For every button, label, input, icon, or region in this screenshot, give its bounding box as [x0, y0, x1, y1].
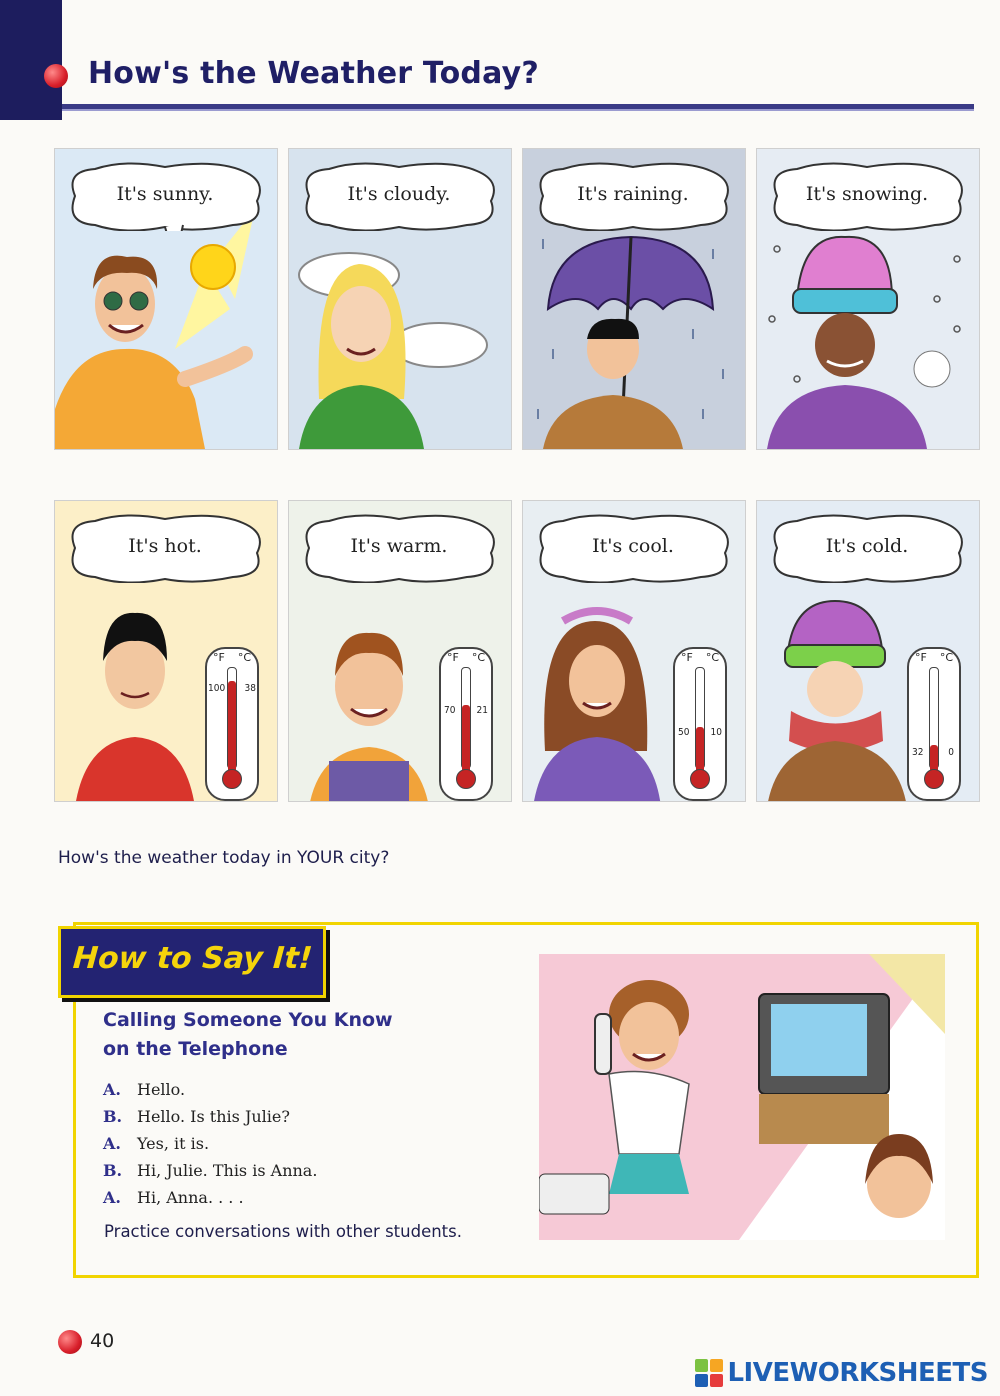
panel-cold [756, 500, 980, 802]
title-rule [62, 104, 974, 111]
celsius-value: 21 [476, 705, 488, 716]
thermometer-icon [439, 647, 493, 801]
speaker-label: A. [103, 1134, 121, 1153]
watermark-text: LIVEWORKSHEETS [727, 1358, 988, 1388]
dialog-text: Hi, Anna. . . . [137, 1188, 244, 1207]
bubble-text: It's cool. [592, 535, 674, 557]
bubble-text: It's hot. [128, 535, 202, 557]
thermometer-fill [228, 681, 236, 781]
thermometer-icon [205, 647, 259, 801]
panel-hot [54, 500, 278, 802]
dialog-line [103, 1184, 317, 1211]
thermometer-icon [907, 647, 961, 801]
dialog-line [103, 1130, 317, 1157]
header-side-bar [0, 0, 62, 120]
bubble-text: It's sunny. [116, 183, 214, 205]
heading-line-2: on the Telephone [103, 1038, 288, 1060]
heading-line-1: Calling Someone You Know [103, 1009, 393, 1031]
practice-instruction: Practice conversations with other students. [104, 1222, 462, 1241]
dialog-text: Yes, it is. [137, 1134, 210, 1153]
weather-question: How's the weather today in YOUR city? [58, 848, 390, 868]
celsius-value: 0 [948, 747, 954, 758]
celsius-label: °C [471, 651, 485, 664]
section-heading [103, 1006, 393, 1064]
title-bullet-dot-icon [44, 64, 68, 88]
bubble-text: It's raining. [577, 183, 689, 205]
fahrenheit-value: 70 [444, 705, 456, 716]
panel-cloudy [288, 148, 512, 450]
dialog-text: Hello. [137, 1080, 186, 1099]
tv-icon [759, 994, 889, 1144]
dialog-line [103, 1103, 317, 1130]
speaker-label: A. [103, 1080, 121, 1099]
speaker-label: B. [103, 1107, 123, 1126]
speech-bubble [767, 513, 967, 583]
dialog-text: Hello. Is this Julie? [137, 1107, 290, 1126]
fahrenheit-label: °F [681, 651, 693, 664]
speech-bubble [533, 513, 733, 583]
dialog-list [103, 1076, 317, 1211]
bubble-text: It's snowing. [805, 183, 929, 205]
bubble-text: It's warm. [350, 535, 448, 557]
fahrenheit-value: 50 [678, 727, 690, 738]
speech-bubble [65, 513, 265, 583]
liveworksheets-watermark [695, 1358, 988, 1388]
panel-sunny [54, 148, 278, 450]
speaker-label: A. [103, 1188, 121, 1207]
telephone-icon [595, 1014, 611, 1074]
celsius-label: °C [237, 651, 251, 664]
speech-bubble [65, 161, 265, 231]
celsius-value: 38 [244, 683, 256, 694]
fahrenheit-value: 32 [912, 747, 924, 758]
celsius-label: °C [939, 651, 953, 664]
fahrenheit-label: °F [447, 651, 459, 664]
page-number: 40 [90, 1330, 115, 1352]
panel-raining [522, 148, 746, 450]
how-to-say-it-label: How to Say It! [71, 941, 314, 976]
speech-bubble [299, 513, 499, 583]
dialog-text: Hi, Julie. This is Anna. [137, 1161, 318, 1180]
bubble-text: It's cloudy. [347, 183, 451, 205]
speaker-label: B. [103, 1161, 123, 1180]
how-to-say-it-tag [58, 926, 326, 998]
telephone-illustration [539, 954, 945, 1240]
panel-snowing [756, 148, 980, 450]
fahrenheit-label: °F [915, 651, 927, 664]
thermometer-icon [673, 647, 727, 801]
liveworksheets-logo-icon [695, 1359, 723, 1387]
page-bullet-dot-icon [58, 1330, 82, 1354]
celsius-value: 10 [710, 727, 722, 738]
speech-bubble [767, 161, 967, 231]
panel-warm [288, 500, 512, 802]
speech-bubble [533, 161, 733, 231]
bubble-text: It's cold. [825, 535, 909, 557]
panel-cool [522, 500, 746, 802]
celsius-label: °C [705, 651, 719, 664]
page-title: How's the Weather Today? [88, 56, 539, 91]
dialog-line [103, 1076, 317, 1103]
fahrenheit-label: °F [213, 651, 225, 664]
speech-bubble [299, 161, 499, 231]
fahrenheit-value: 100 [208, 683, 226, 694]
dialog-line [103, 1157, 317, 1184]
